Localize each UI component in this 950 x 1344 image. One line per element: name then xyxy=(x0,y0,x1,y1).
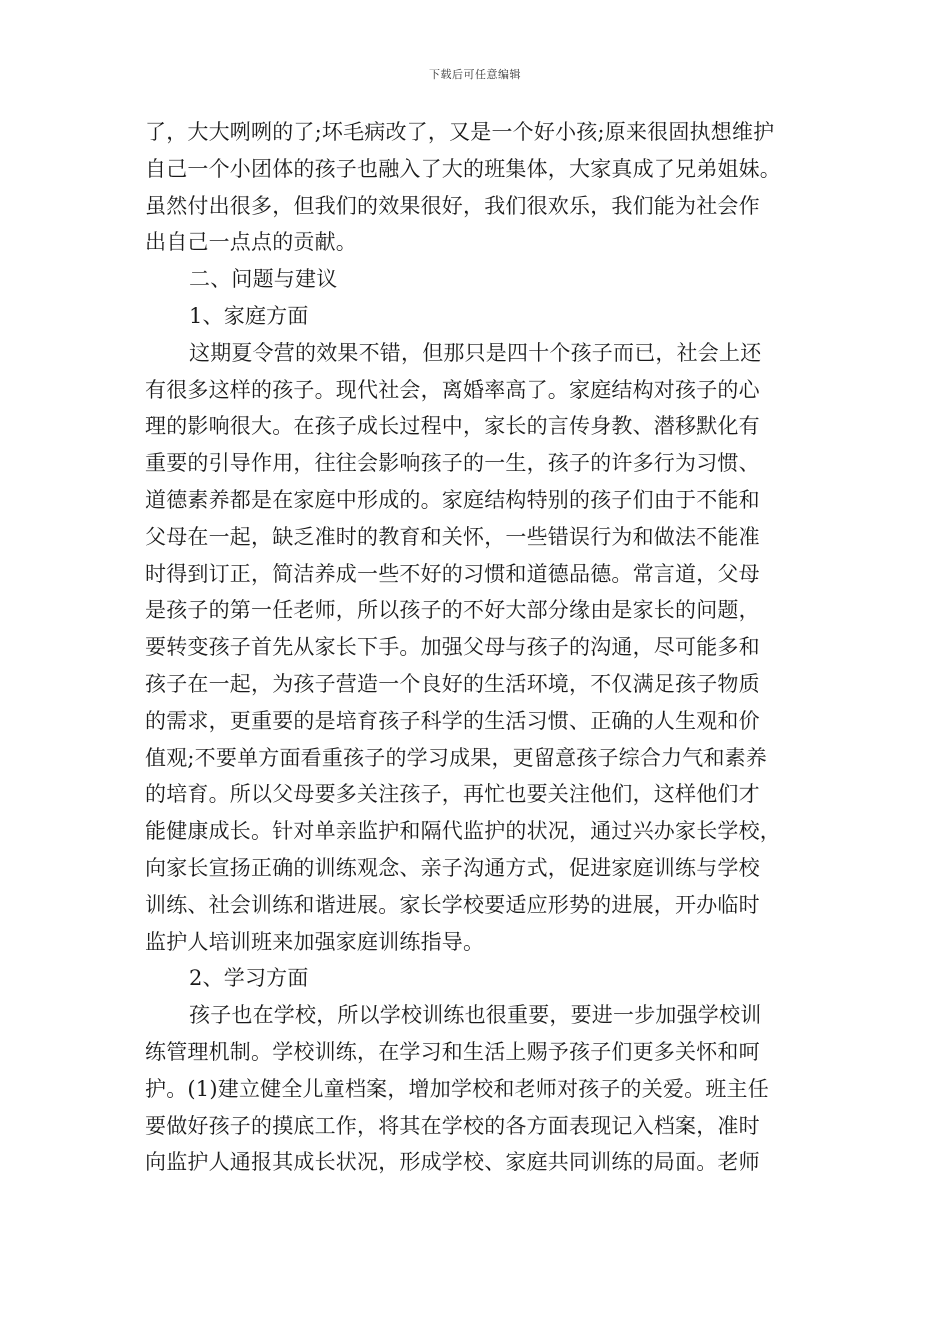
subsection-heading: 2、学习方面 xyxy=(189,966,309,991)
text-line: 护。(1)建立健全儿童档案，增加学校和老师对孩子的关爱。班主任 xyxy=(145,1076,769,1101)
text-line: 是孩子的第一任老师，所以孩子的不好大部分缘由是家长的问题， xyxy=(145,598,760,623)
text-line: 能健康成长。针对单亲监护和隔代监护的状况，通过兴办家长学校， xyxy=(145,819,781,844)
subsection-heading: 1、家庭方面 xyxy=(189,303,309,328)
text-line: 监护人培训班来加强家庭训练指导。 xyxy=(145,929,485,954)
text-line: 虽然付出很多，但我们的效果很好，我们很欢乐，我们能为社会作 xyxy=(145,193,760,218)
paragraph-start-line: 这期夏令营的效果不错，但那只是四十个孩子而已，社会上还 xyxy=(189,340,762,365)
text-line: 了，大大咧咧的了;坏毛病改了，又是一个好小孩;原来很固执想维护 xyxy=(145,120,775,144)
text-line: 练管理机制。学校训练，在学习和生活上赐予孩子们更多关怀和呵 xyxy=(145,1039,760,1064)
text-line: 的需求，更重要的是培育孩子科学的生活习惯、正确的人生观和价 xyxy=(145,708,760,733)
text-line: 父母在一起，缺乏准时的教育和关怀，一些错误行为和做法不能准 xyxy=(145,524,760,549)
text-line: 理的影响很大。在孩子成长过程中，家长的言传身教、潜移默化有 xyxy=(145,414,760,439)
text-line: 向监护人通报其成长状况，形成学校、家庭共同训练的局面。老师 xyxy=(145,1150,760,1175)
text-line: 训练、社会训练和谐进展。家长学校要适应形势的进展，开办临时 xyxy=(145,892,760,917)
text-line: 要转变孩子首先从家长下手。加强父母与孩子的沟通，尽可能多和 xyxy=(145,635,760,660)
section-heading: 二、问题与建议 xyxy=(189,267,338,292)
text-line: 时得到订正，简洁养成一些不好的习惯和道德品德。常言道，父母 xyxy=(145,561,760,586)
text-line: 重要的引导作用，往往会影响孩子的一生，孩子的许多行为习惯、 xyxy=(145,451,760,476)
text-line: 自己一个小团体的孩子也融入了大的班集体，大家真成了兄弟姐妹。 xyxy=(145,156,781,181)
text-line: 道德素养都是在家庭中形成的。家庭结构特别的孩子们由于不能和 xyxy=(145,487,760,512)
text-line: 的培育。所以父母要多关注孩子，再忙也要关注他们，这样他们才 xyxy=(145,782,760,807)
text-line: 孩子在一起，为孩子营造一个良好的生活环境，不仅满足孩子物质 xyxy=(145,671,760,696)
page-header-note: 下载后可任意编辑 xyxy=(429,68,521,81)
text-line: 要做好孩子的摸底工作，将其在学校的各方面表现记入档案，准时 xyxy=(145,1113,760,1138)
text-line: 值观;不要单方面看重孩子的学习成果，更留意孩子综合力气和素养 xyxy=(145,745,768,770)
text-line: 向家长宣扬正确的训练观念、亲子沟通方式，促进家庭训练与学校 xyxy=(145,855,760,880)
text-line: 出自己一点点的贡献。 xyxy=(145,230,357,255)
paragraph-start-line: 孩子也在学校，所以学校训练也很重要，要进一步加强学校训 xyxy=(189,1003,762,1028)
document-body xyxy=(145,114,825,1181)
text-line: 有很多这样的孩子。现代社会，离婚率高了。家庭结构对孩子的心 xyxy=(145,377,760,402)
